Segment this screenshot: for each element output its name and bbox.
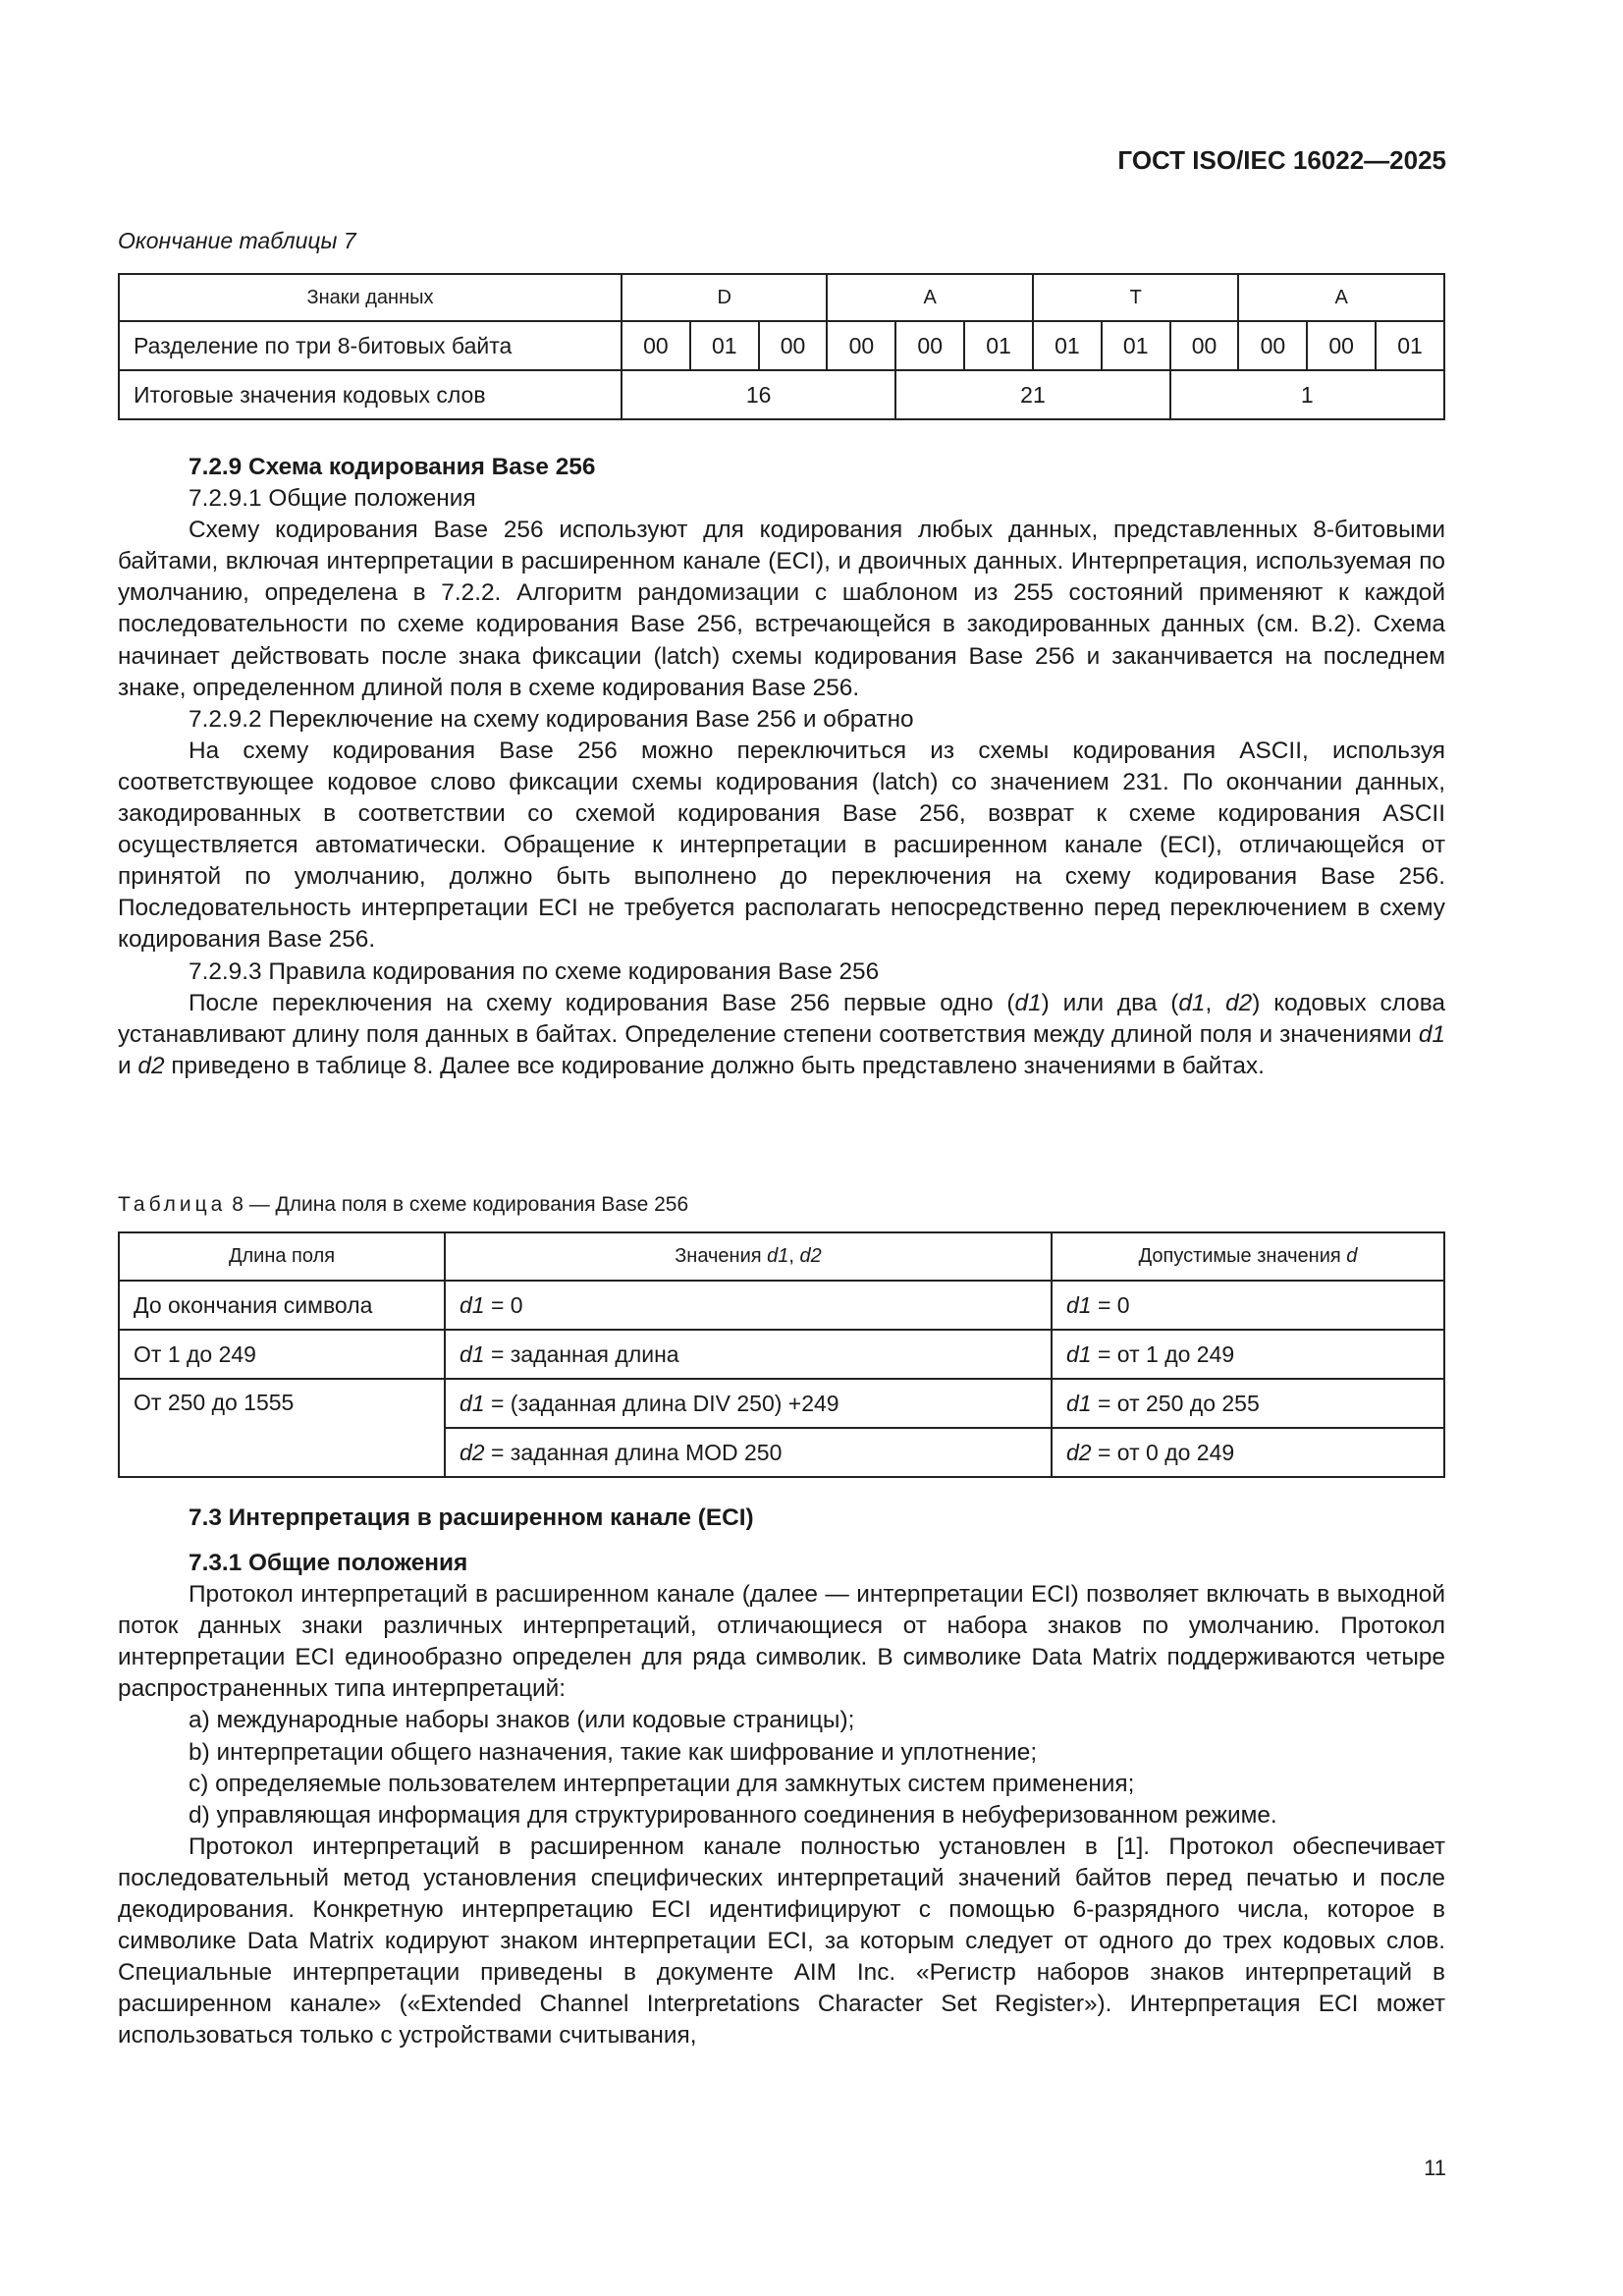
table-cell: d1 = (заданная длина DIV 250) +249 (445, 1379, 1052, 1428)
subsection-heading: 7.2.9.3 Правила кодирования по схеме кодирования Base 256 (189, 957, 880, 985)
subsection-heading: 7.3.1 Общие положения (189, 1550, 468, 1576)
list-item: d) управляющая информация для структурированного соединения в небуферизованном режиме. (189, 1801, 1277, 1829)
table-cell: До окончания символа (119, 1281, 445, 1330)
table-row (119, 1330, 1444, 1379)
list-item: c) определяемые пользователем интерпретации для замкнутых систем применения; (189, 1770, 1135, 1797)
table-cell: 01 (964, 321, 1033, 370)
section-7-3-heading (118, 1503, 1445, 1534)
table-cell: 00 (1307, 321, 1376, 370)
table-header-row (119, 1232, 1444, 1281)
paragraph: Протокол интерпретаций в расширенном канале (далее — интерпретации ECI) позволяет включать в выходной поток данных знаки различных интерпретаций, отличающиеся от набора знаков по умолчанию. Протокол интерпретации ECI единообразно определен для ряда символик. В символике Data Matrix поддерживаются четыре распространенных типа интерпретаций: (118, 1581, 1445, 1703)
paragraph: Протокол интерпретаций в расширенном канале полностью установлен в [1]. Протокол обеспечивает последовательный метод установления специфических интерпретаций значений байтов перед печатью и после декодирования. Конкретную интерпретацию ECI идентифицируют с помощью 6-разрядного числа, которое в символике Data Matrix кодируют знаком интерпретации ECI, за которым следует от одного до трех кодовых слов. Специальные интерпретации приведены в документе AIM Inc. «Регистр наборов знаков интерпретаций в расширенном канале» («Extended Channel Interpretations Character Set Register»). Интерпретация ECI может использоваться только с устройствами считывания, (118, 1832, 1445, 2050)
table8-caption: Таблица 8 — Длина поля в схеме кодирования Base 256 (118, 1193, 689, 1216)
table-cell: Знаки данных (119, 274, 622, 321)
table-cell: 00 (759, 321, 828, 370)
table-cell: A (1238, 274, 1444, 321)
subsection-heading: 7.2.9.1 Общие положения (189, 485, 476, 513)
table-cell: 1 (1170, 370, 1444, 419)
table-cell: 01 (1033, 321, 1102, 370)
column-header: Длина поля (119, 1232, 445, 1281)
section-heading: 7.3 Интерпретация в расширенном канале (ECI) (189, 1504, 754, 1531)
table7 (118, 273, 1445, 420)
table-cell: T (1033, 274, 1238, 321)
table-cell: 00 (827, 321, 895, 370)
table-row (119, 1281, 1444, 1330)
table8 (118, 1231, 1445, 1478)
page-number: 11 (1424, 2156, 1446, 2180)
column-header: Значения d1, d2 (445, 1232, 1052, 1281)
paragraph: После переключения на схему кодирования Base 256 первые одно (d1) или два (d1, d2) кодовых слова устанавливают длину поля данных в байтах. Определение степени соответствия между длиной поля и значениями d1 и d2 приведено в таблице 8. Далее все кодирование должно быть представлено значениями в байтах. (118, 989, 1445, 1079)
table-cell: 01 (690, 321, 759, 370)
section-heading: 7.2.9 Схема кодирования Base 256 (189, 454, 596, 480)
table-cell: Итоговые значения кодовых слов (119, 370, 622, 419)
table-row (119, 1379, 1444, 1428)
table-cell: 00 (1170, 321, 1239, 370)
table-row (119, 274, 1444, 321)
table-cell: 01 (1102, 321, 1170, 370)
table-row (119, 370, 1444, 419)
subsection-heading: 7.2.9.2 Переключение на схему кодирования Base 256 и обратно (189, 705, 914, 733)
table-cell: d1 = 0 (445, 1281, 1052, 1330)
list-item: b) интерпретации общего назначения, такие как шифрование и уплотнение; (189, 1738, 1038, 1766)
table-cell: d1 = от 250 до 255 (1052, 1379, 1444, 1428)
table-cell: 01 (1376, 321, 1444, 370)
table-cell: 00 (622, 321, 690, 370)
section-7-3-1 (118, 1548, 1445, 2052)
column-header: Допустимые значения d (1052, 1232, 1444, 1281)
table-cell: d1 = 0 (1052, 1281, 1444, 1330)
paragraph: Схему кодирования Base 256 используют для кодирования любых данных, представленных 8-битовыми байтами, включая интерпретации в расширенном канале (ECI), и двоичных данных. Интерпретация, используемая по умолчанию, определена в 7.2.2. Алгоритм рандомизации с шаблоном из 255 состояний применяют к каждой последовательности по схеме кодирования Base 256, встречающейся в закодированных данных (см. В.2). Схема начинает действовать после знака фиксации (latch) схемы кодирования Base 256 и заканчивается на последнем знаке, определенном длиной поля в схеме кодирования Base 256. (118, 517, 1445, 701)
table-cell: Разделение по три 8-битовых байта (119, 321, 622, 370)
table-cell: От 1 до 249 (119, 1330, 445, 1379)
table-cell: d2 = заданная длина MOD 250 (445, 1428, 1052, 1477)
table-cell: d2 = от 0 до 249 (1052, 1428, 1444, 1477)
table-cell: 21 (895, 370, 1169, 419)
table-cell: 16 (622, 370, 895, 419)
list-item: a) международные наборы знаков (или кодовые страницы); (189, 1707, 855, 1734)
table-cell: d1 = от 1 до 249 (1052, 1330, 1444, 1379)
table-cell: D (622, 274, 827, 321)
table7-caption: Окончание таблицы 7 (118, 228, 356, 253)
table-cell: 00 (1238, 321, 1307, 370)
paragraph: На схему кодирования Base 256 можно переключиться из схемы кодирования ASCII, используя соответствующее кодовое слово фиксации схемы кодирования (latch) со значением 231. По окончании данных, закодированных в соответствии со схемой кодирования Base 256, возврат к схеме кодирования ASCII осуществляется автоматически. Обращение к интерпретации в расширенном канале (ECI), отличающейся от принятой по умолчанию, должно быть выполнено до переключения на схему кодирования Base 256. Последовательность интерпретации ECI не требуется располагать непосредственно перед переключением в схему кодирования Base 256. (118, 737, 1445, 954)
table-cell: От 250 до 1555 (119, 1379, 445, 1477)
table-row (119, 321, 1444, 370)
section-7-2-9 (118, 452, 1445, 1082)
table-cell: A (827, 274, 1032, 321)
table-cell: 00 (895, 321, 964, 370)
table-cell: d1 = заданная длина (445, 1330, 1052, 1379)
standard-header: ГОСТ ISO/IEC 16022—2025 (1117, 145, 1446, 175)
